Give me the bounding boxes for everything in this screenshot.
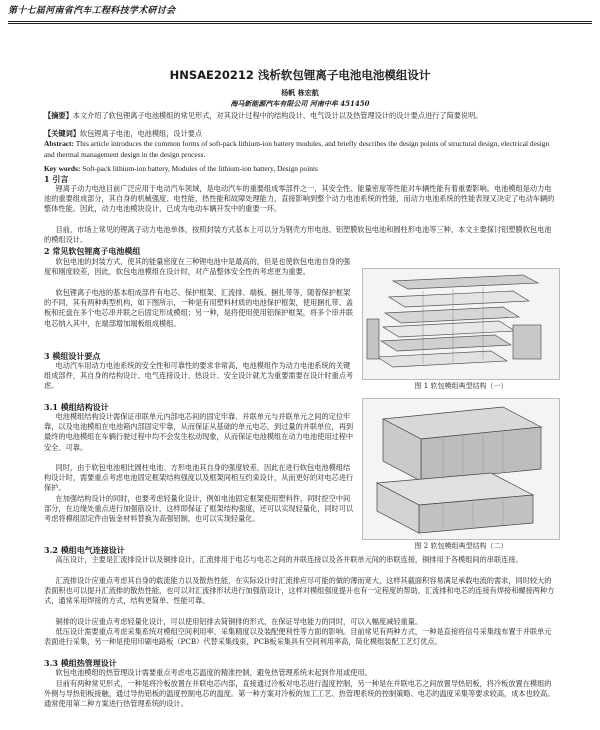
paragraph-structure-3: 在加强结构设计的同时，也要考虑轻量化设计，例如电池固定框架使用塑料件，同时挖空中间部分，在边缘处重点进行加强筋设计，这样即保证了框架结构强度，还可以实现轻量化，同时可以考虑将模组固定件由钣金材料替换为高强铝制，也可以实现轻量化。 (44, 494, 354, 524)
section-heading-1: 1 引言 (44, 174, 69, 184)
section-heading-2: 2 常见软包锂离子电池模组 (44, 246, 141, 256)
section-heading-3-1: 3.1 模组结构设计 (44, 402, 109, 412)
authors: 杨帆 栋宏航 (281, 88, 319, 97)
en-abstract-text: This article introduces the common forms of soft-pack lithium-ion battery modules, and briefly describes the design points of structural design, electrical design and thermal management design in the design process. (44, 139, 550, 159)
affiliation: 海马新能源汽车有限公司 河南中牟 451450 (230, 99, 370, 108)
en-abstract-label: Abstract: (44, 139, 74, 148)
paragraph-electrical-2: 汇流排设计应重点考虑其自身的载流能力以及散热性能，在实际设计时汇流排应尽可能的做的薄而宽大，这样其截面积容易满足承载电流的需求，同时较大的表面积也可以提升汇流排的散热性能，也可以对汇流排形状进行加强筋设计，这样对模组强度提升也有一定程度的帮助，汇流排和电芯的连接有焊接和螺接两种方式，通常采用焊接的方式，结构更简单、性能可靠。 (44, 576, 555, 606)
abstract-text: 本文介绍了软包锂离子电池模组的常见形式，对其设计过程中的结构设计、电气设计以及热管理设计的设计要点进行了简要说明。 (72, 111, 483, 120)
figure-2-drawing (363, 399, 560, 540)
paragraph-common-1: 软包电池的封装方式，使其的能量密度在三种锂电池中是最高的，但是也使软包电池自身的强度和刚度较差，因此，软包电池模组在设计时，对产品整体安全性的考虑更为重要。 (44, 257, 351, 277)
paragraph-electrical-1: 高压设计，主要是汇流排设计以及铜排设计，汇流排用于电芯与电芯之间的并联连接以及各并联单元间的串联连接，铜排用于各模组间的串联连接。 (55, 555, 523, 564)
paper-title: HNSAE20212 浅析软包锂离子电池电池模组设计 (169, 68, 431, 82)
figure-1-caption: 图 1 软包模组典型结构（一） (414, 382, 508, 390)
paragraph-intro-1: 锂离子动力电池目前广泛应用于电动汽车领域，是电动汽车的重要组成零部件之一，其安全性、能量密度等性能对车辆性能有着重要影响。电池模组是动力电池的重要组成部分，其自身的机械强度、电性能、热性能和故障处理能力，直接影响到整个动力电池系统的性能，而动力电池系统的性能表现又决定了电动车辆的整体性能。因此，动力电池模块设计，已成为电动车辆开发中的重要一环。 (44, 184, 555, 214)
paragraph-electrical-4: 低压设计需要重点考虑采集系统对模组空间利用率、采集精度以及装配便利性等方面的影响。目前常见有两种方式，一种是直接将信号采集线布置于并联单元表面进行采集，另一种是使用印刷电路板（PCB）代替采集线束，PCB板采集具有空间利用率高，简化模组装配工艺灯优点。 (44, 627, 552, 647)
figure-2-caption: 图 2 软包模组典型结构（二） (414, 542, 508, 550)
paragraph-structure-2: 同时，由于软包电池相比圆柱电池、方形电池其自身的强度较差，因此在进行软包电池模组结构设计时，需要重点考虑电池固定框架结构强度以及框架间相互约束设计，从而更好的对电芯进行保护。 (44, 463, 354, 493)
section-heading-3: 3 模组设计要点 (44, 351, 101, 361)
keywords-text: 软包锂离子电池，电池模组，设计要点 (79, 129, 203, 138)
header-rule (8, 21, 592, 24)
figure-1-drawing (363, 269, 560, 380)
paragraph-thermal-2: 目前有两种常见形式，一种是将冷板放置在并联电芯内部，直接通过冷板对电芯进行温度控制，另一种是在并联电芯之间放置导热铝板，将冷板放置在模组的外侧与导热铝板接触，通过导热铝板的温度控制电芯的温度。第一种方案对冷板的加工工艺、热管理系统的控制策略、电芯的温度采集等要求较高，成本也较高。通常使用第二种方案进行热管理系统的设计。 (44, 679, 555, 709)
keywords-label: 【关键词】 (44, 129, 80, 138)
en-keywords-text: Soft-pack lithium-ion battery, Modules of the lithium-ion battery, Design points (82, 164, 318, 173)
en-keywords-label: Key words: (44, 164, 81, 173)
abstract (44, 111, 556, 121)
figure-2-module-frame (362, 398, 560, 540)
paragraph-common-2: 软包锂离子电池的基本组成部件有电芯、保护框架、汇流排、端板、捆扎带等，随着保护框架的不同，其有两种典型机构，如下图所示，一种是有用塑料材质的电池保护框架，使用捆扎带、盖板和托盘在多个电芯串并联之后固定形成模组；另一种，是将使用使用铝保护框架，将多个串并联电芯纳入其中，在端部增加端板组成模组。 (44, 288, 354, 328)
section-heading-3-2: 3.2 模组电气连接设计 (44, 545, 125, 555)
abstract-label: 【摘要】 (44, 111, 73, 120)
running-header: 第十七届河南省汽车工程科技学术研讨会 (8, 6, 176, 16)
figure-1-exploded-module (362, 268, 560, 380)
paragraph-intro-2: 目前，市场上常见的锂离子动力电池单体，按照封装方式基本上可以分为钢壳方形电池、铝塑膜软包电池和圆柱形电池等三种，本文主要探讨铝塑膜软包电池的模组设计。 (44, 225, 552, 245)
english-abstract (44, 139, 556, 160)
paragraph-structure-1: 电池模组结构设计需保证串联单元内部电芯间的固定牢靠、并联单元与并联单元之间的定位牢靠，以及电池模组在电池箱内部固定牢靠，从而保证从基础的单元电芯，到过量的并联单位，再到最终的电池模组在车辆行驶过程中均不会发生松动现象，从而保证电池模组在动力电池使用过程中安全、可靠。 (44, 412, 354, 452)
section-heading-3-3: 3.3 模组热管理设计 (44, 658, 117, 668)
paragraph-electrical-3: 铜排的设计应重点考虑轻量化设计，可以使用铝排去简铜排的形式，在保证导电能力的同时，可以入幅度减轻重量。 (55, 617, 423, 626)
paragraph-thermal-1: 软包电池模组的热管理设计需要重点考虑电芯温度的精准控制，避免热管理系统未起到作用或使用。 (55, 668, 372, 677)
keywords (44, 129, 556, 139)
paragraph-design-points: 电动汽车用动力电池系统的安全性和可靠性的要求非常高，电池模组作为动力电池系统的关键组成部件，其自身的结构设计、电气连接设计、热设计、安全设计就尤为重要需要在设计时重点考虑。 (44, 361, 354, 391)
english-keywords (44, 164, 556, 175)
